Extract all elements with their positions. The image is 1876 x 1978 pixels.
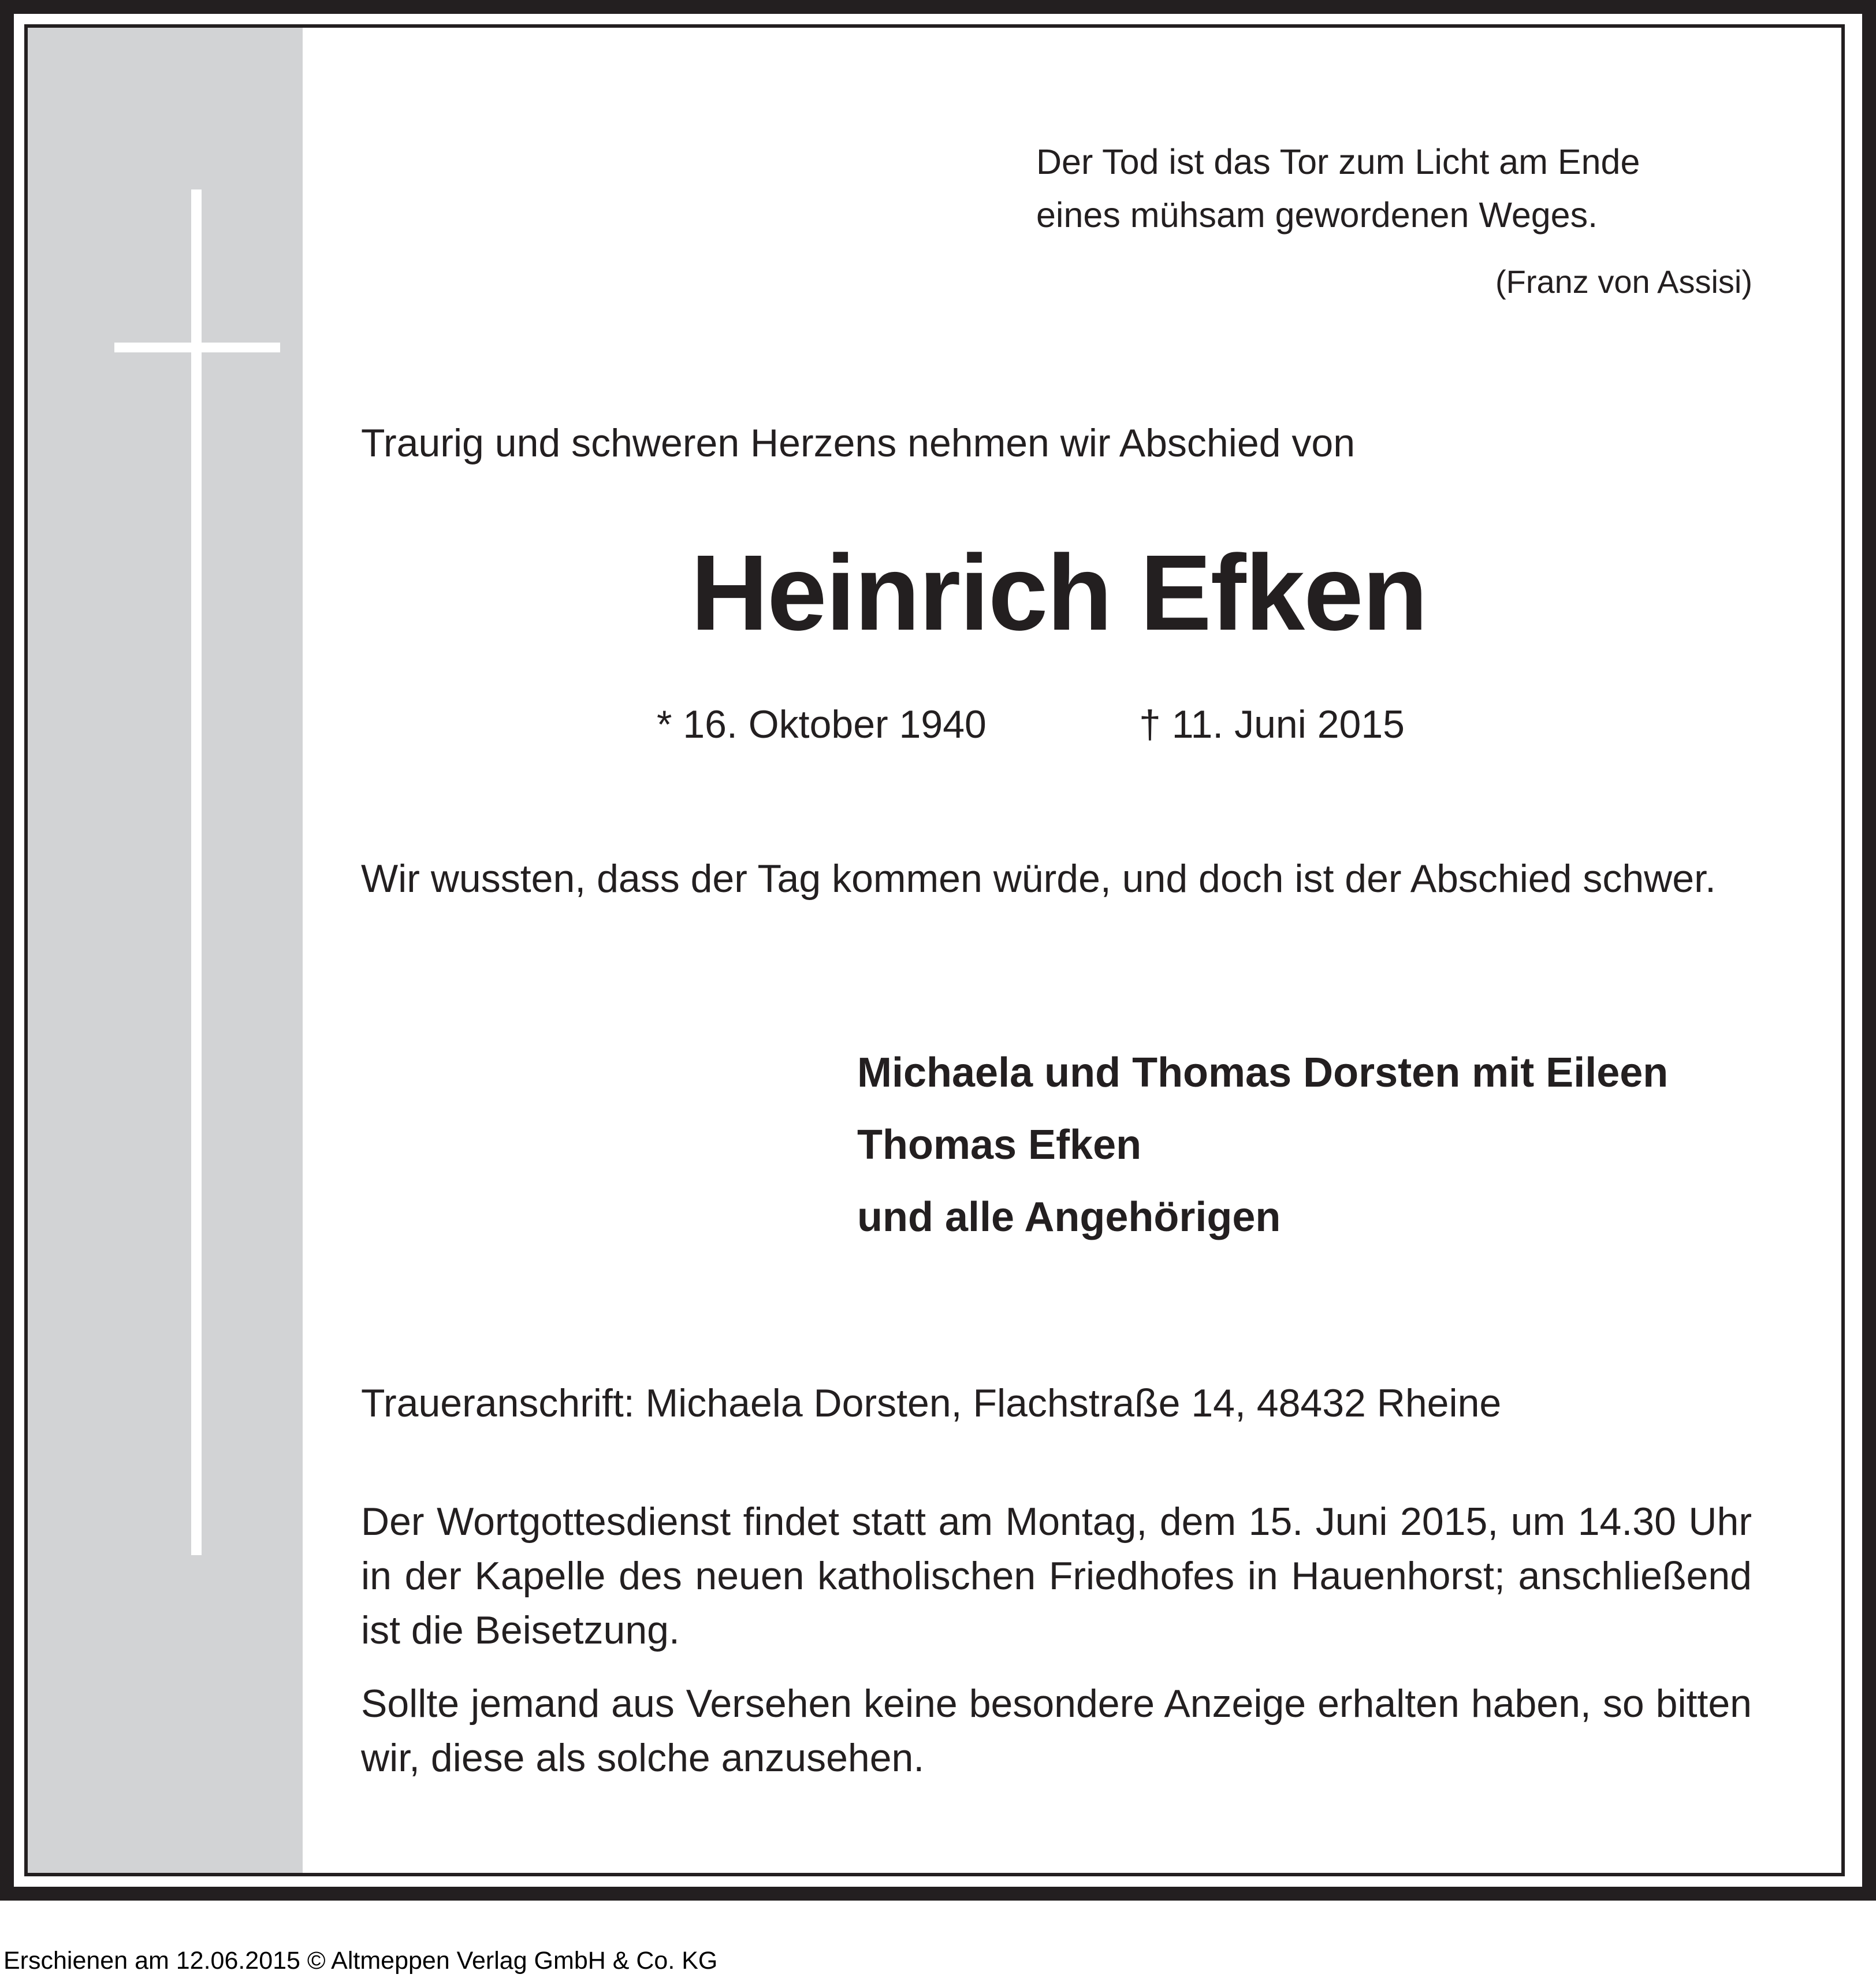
- death-date: † 11. Juni 2015: [1139, 702, 1405, 746]
- mourner: Michaela und Thomas Dorsten mit Eileen: [857, 1050, 1669, 1096]
- quote-line: eines mühsam gewordenen Weges.: [1036, 195, 1598, 235]
- mourner: Thomas Efken: [857, 1122, 1142, 1168]
- publication-footer: Erschienen am 12.06.2015 © Altmeppen Verlag GmbH & Co. KG: [3, 1947, 718, 1975]
- cross-horizontal-bar: [114, 343, 280, 352]
- side-panel: [28, 28, 303, 1873]
- farewell-text: Wir wussten, dass der Tag kommen würde, und doch ist der Abschied schwer.: [361, 857, 1716, 901]
- mourner: und alle Angehörigen: [857, 1194, 1281, 1240]
- quote: [1036, 135, 1752, 241]
- notice-text: Sollte jemand aus Versehen keine besondere Anzeige erhalten haben, so bitten wir, diese als solche anzusehen.: [361, 1682, 1752, 1780]
- deceased-name: Heinrich Efken: [690, 533, 1427, 653]
- mourning-address: Traueranschrift: Michaela Dorsten, Flachstraße 14, 48432 Rheine: [361, 1381, 1502, 1425]
- mourners-list: [857, 1037, 1668, 1254]
- quote-line: Der Tod ist das Tor zum Licht am Ende: [1036, 142, 1640, 181]
- cross-vertical-bar: [191, 189, 202, 1555]
- birth-date: * 16. Oktober 1940: [657, 702, 987, 746]
- quote-author: (Franz von Assisi): [1495, 263, 1752, 300]
- service-text: Der Wortgottesdienst findet statt am Montag, dem 15. Juni 2015, um 14.30 Uhr in der Kapelle des neuen katholischen Friedhofes in Hauenhorst; anschließend ist die Beisetzung.: [361, 1500, 1752, 1652]
- intro-text: Traurig und schweren Herzens nehmen wir Abschied von: [361, 421, 1356, 465]
